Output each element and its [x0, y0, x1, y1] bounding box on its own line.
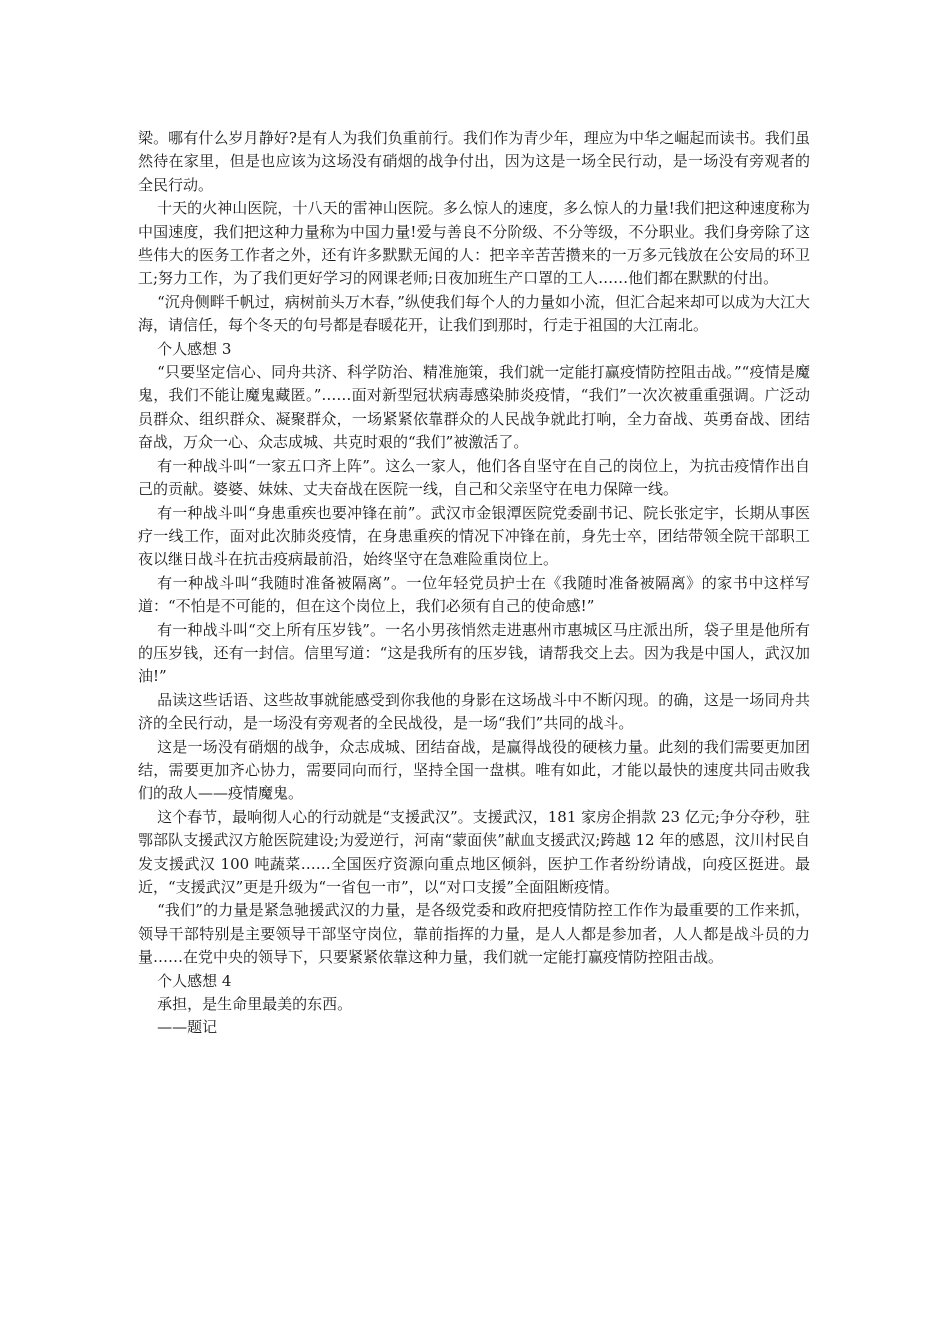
- paragraph: 有一种战斗叫“一家五口齐上阵”。这么一家人，他们各自坚守在自己的岗位上，为抗击疫情作出自己的贡献。婆婆、妹妹、丈夫奋战在医院一线，自己和父亲坚守在电力保障一线。: [138, 456, 810, 499]
- epigraph-attribution: ——题记: [157, 1018, 218, 1037]
- document-body: [138, 127, 810, 1040]
- paragraph: “我们”的力量是紧急驰援武汉的力量，是各级党委和政府把疫情防控工作作为最重要的工作来抓，领导干部特别是主要领导干部坚守岗位，靠前指挥的力量，是人人都是参加者，人人都是战斗员的力量……在党中央的领导下，只要紧紧依靠这种力量，我们就一定能打赢疫情防控阻击战。: [138, 901, 810, 967]
- paragraph: 梁。哪有什么岁月静好?是有人为我们负重前行。我们作为青少年，理应为中华之崛起而读书。我们虽然待在家里，但是也应该为这场没有硝烟的战争付出，因为这是一场全民行动，是一场没有旁观者的全民行动。: [138, 129, 810, 194]
- section-heading: 个人感想 3: [157, 339, 232, 358]
- paragraph: 十天的火神山医院，十八天的雷神山医院。多么惊人的速度，多么惊人的力量!我们把这种速度称为中国速度，我们把这种力量称为中国力量!爱与善良不分阶级、不分等级，不分职业。我们身旁除了这些伟大的医务工作者之外，还有许多默默无闻的人：把辛辛苦苦攒来的一万多元钱放在公安局的环卫工;努力工作，为了我们更好学习的网课老师;日夜加班生产口罩的工人……他们都在默默的付出。: [138, 199, 810, 288]
- section-heading: 个人感想 4: [157, 971, 232, 990]
- paragraph: 这个春节，最响彻人心的行动就是“支援武汉”。支援武汉，181 家房企捐款 23 亿元;争分夺秒，驻鄂部队支援武汉方舱医院建设;为爱逆行，河南“蒙面侠”献血支援武汉;跨越 12 年的感恩，汶川村民自发支援武汉 100 吨蔬菜……全国医疗资源向重点地区倾斜，医护工作者纷纷请战，向疫区挺进。最近，“支援武汉”更是升级为“一省包一市”，以“对口支援”全面阻断疫情。: [138, 807, 810, 896]
- paragraph: 有一种战斗叫“交上所有压岁钱”。一名小男孩悄然走进惠州市惠城区马庄派出所，袋子里是他所有的压岁钱，还有一封信。信里写道：“这是我所有的压岁钱，请帮我交上去。因为我是中国人，武汉加油!”: [138, 620, 810, 686]
- paragraph: 有一种战斗叫“我随时准备被隔离”。一位年轻党员护士在《我随时准备被隔离》的家书中这样写道：“不怕是不可能的，但在这个岗位上，我们必须有自己的使命感!”: [138, 573, 810, 616]
- paragraph: 有一种战斗叫“身患重疾也要冲锋在前”。武汉市金银潭医院党委副书记、院长张定宇，长期从事医疗一线工作，面对此次肺炎疫情，在身患重疾的情况下冲锋在前，身先士卒，团结带领全院干部职工夜以继日战斗在抗击疫病最前沿，始终坚守在急难险重岗位上。: [138, 503, 810, 569]
- paragraph: 品读这些话语、这些故事就能感受到你我他的身影在这场战斗中不断闪现。的确，这是一场同舟共济的全民行动，是一场没有旁观者的全民战役，是一场“我们”共同的战斗。: [138, 690, 810, 733]
- paragraph: 这是一场没有硝烟的战争，众志成城、团结奋战，是赢得战役的硬核力量。此刻的我们需要更加团结，需要更加齐心协力，需要同向而行，坚持全国一盘棋。唯有如此，才能以最快的速度共同击败我们的敌人——疫情魔鬼。: [138, 737, 810, 803]
- paragraph: 承担，是生命里最美的东西。: [157, 995, 353, 1014]
- paragraph: “只要坚定信心、同舟共济、科学防治、精准施策，我们就一定能打赢疫情防控阻击战。”“疫情是魔鬼，我们不能让魔鬼藏匿。”……面对新型冠状病毒感染肺炎疫情，“我们”一次次被重重强调。广泛动员群众、组织群众、凝聚群众，一场紧紧依靠群众的人民战争就此打响，全力奋战、英勇奋战、团结奋战，万众一心、众志成城、共克时艰的“我们”被激活了。: [138, 363, 810, 452]
- paragraph: “沉舟侧畔千帆过，病树前头万木春，”纵使我们每个人的力量如小流，但汇合起来却可以成为大江大海，请信任，每个冬天的句号都是春暖花开，让我们到那时，行走于祖国的大江南北。: [138, 292, 810, 335]
